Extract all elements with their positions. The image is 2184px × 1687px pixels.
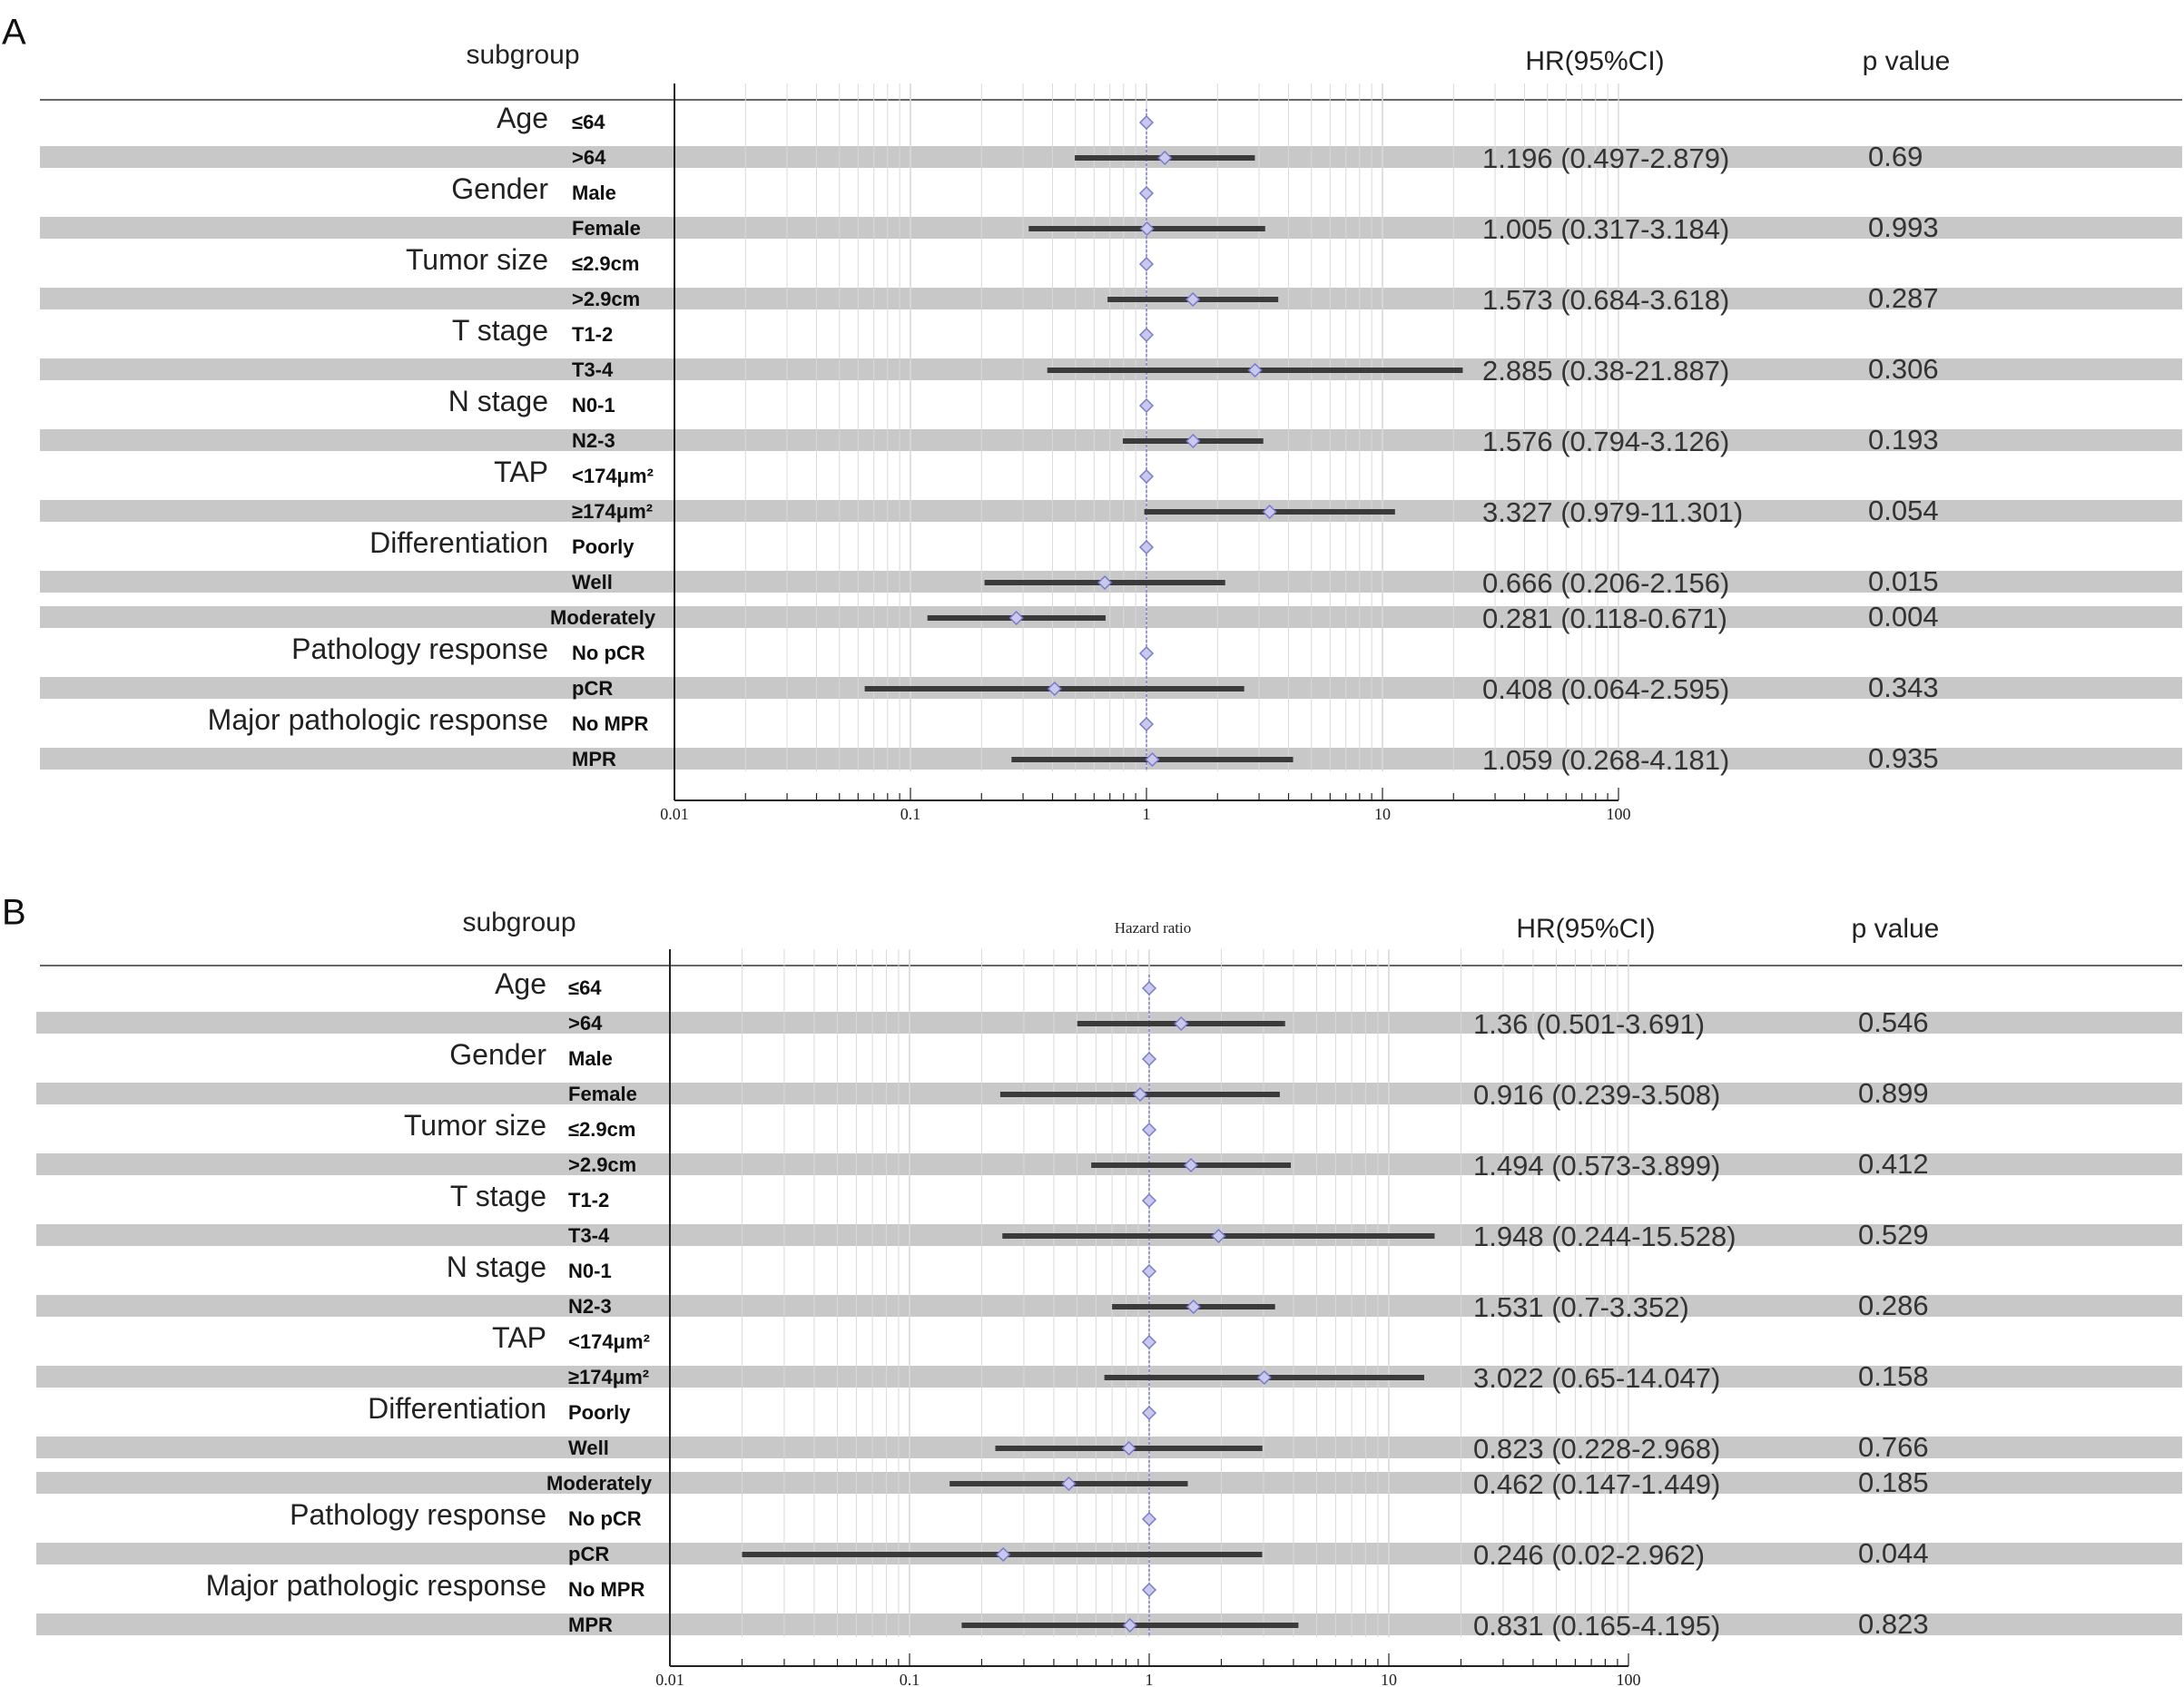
level-label: ≤2.9cm [572, 252, 640, 275]
category-label: TAP [494, 456, 548, 488]
x-tick-label: 0.01 [655, 1671, 684, 1687]
p-value-text: 0.993 [1868, 211, 1939, 243]
hr-marker [1140, 718, 1153, 731]
p-value-text: 0.306 [1868, 353, 1939, 385]
hr-marker [1140, 258, 1153, 270]
category-label: T stage [451, 314, 548, 347]
category-label: Tumor size [405, 243, 548, 276]
level-label: <174μm² [572, 465, 654, 487]
row [448, 385, 1153, 417]
p-value-text: 0.529 [1858, 1219, 1929, 1251]
p-value-text: 0.935 [1868, 742, 1939, 774]
p-value-text: 0.69 [1868, 141, 1923, 172]
hr-marker [1140, 541, 1153, 554]
level-label: >64 [568, 1012, 603, 1035]
x-tick-label: 100 [1606, 805, 1631, 823]
x-tick-label: 0.1 [900, 805, 921, 823]
level-label: ≥174μm² [568, 1366, 650, 1388]
row [494, 456, 1153, 488]
p-value-text: 0.004 [1868, 601, 1939, 633]
level-label: No pCR [568, 1507, 642, 1530]
hr-ci-text: 0.823 (0.228-2.968) [1473, 1433, 1721, 1465]
level-label: T1-2 [568, 1189, 610, 1211]
category-label: Differentiation [369, 526, 548, 559]
level-label: Poorly [572, 535, 635, 558]
header-hr: HR(95%CI) [1525, 46, 1665, 76]
p-value-text: 0.054 [1868, 495, 1939, 526]
category-label: Major pathologic response [205, 1569, 546, 1602]
row [206, 1569, 1156, 1602]
row [495, 967, 1156, 1000]
panel-b [2, 893, 2182, 1687]
hr-ci-text: 1.573 (0.684-3.618) [1482, 284, 1730, 316]
hr-ci-text: 0.462 (0.147-1.449) [1473, 1468, 1721, 1500]
level-label: Female [568, 1083, 637, 1105]
level-label: T3-4 [568, 1224, 610, 1247]
level-label: ≤64 [568, 976, 602, 999]
category-label: Pathology response [290, 1498, 546, 1531]
row [404, 1109, 1156, 1142]
hr-ci-text: 2.885 (0.38-21.887) [1482, 355, 1730, 387]
category-label: Differentiation [368, 1392, 546, 1425]
p-value-text: 0.044 [1858, 1537, 1929, 1569]
level-label: ≤64 [572, 111, 605, 133]
hr-marker [1143, 1336, 1156, 1349]
header-subgroup: subgroup [466, 40, 580, 70]
level-label: pCR [568, 1543, 610, 1565]
hr-ci-text: 1.005 (0.317-3.184) [1482, 213, 1730, 245]
panel-letter: A [2, 12, 26, 53]
level-label: No pCR [572, 642, 645, 664]
hr-ci-text: 1.494 (0.573-3.899) [1473, 1150, 1721, 1182]
level-label: Male [572, 181, 616, 204]
x-tick-label: 10 [1381, 1671, 1397, 1687]
hr-marker [1140, 116, 1153, 129]
level-label: MPR [572, 748, 616, 770]
level-label: Well [568, 1437, 609, 1459]
category-label: Age [497, 102, 548, 134]
p-value-text: 0.823 [1858, 1608, 1929, 1640]
x-tick-label: 100 [1616, 1671, 1641, 1687]
hr-ci-text: 3.327 (0.979-11.301) [1482, 496, 1744, 528]
hr-ci-text: 0.831 (0.165-4.195) [1473, 1610, 1721, 1642]
category-label: Gender [451, 172, 548, 205]
level-label: N0-1 [568, 1260, 612, 1282]
p-value-text: 0.412 [1858, 1148, 1929, 1180]
p-value-text: 0.193 [1868, 424, 1939, 456]
x-tick-label: 1 [1145, 1671, 1154, 1687]
p-value-text: 0.343 [1868, 672, 1939, 703]
hr-ci-text: 1.948 (0.244-15.528) [1473, 1221, 1736, 1252]
header-subgroup: subgroup [462, 907, 576, 937]
category-label: Major pathologic response [207, 703, 548, 736]
axis-title: Hazard ratio [1114, 919, 1192, 937]
hr-marker [1143, 1513, 1156, 1525]
row-stripe [40, 606, 2182, 628]
row-stripe [40, 500, 2182, 522]
level-label: T3-4 [572, 358, 614, 381]
category-label: Tumor size [403, 1109, 546, 1142]
row [406, 243, 1153, 276]
level-label: N2-3 [568, 1295, 612, 1318]
hr-ci-text: 0.916 (0.239-3.508) [1473, 1079, 1721, 1111]
level-label: T1-2 [572, 323, 614, 346]
category-label: Gender [449, 1038, 546, 1071]
hr-marker [1143, 1194, 1156, 1207]
level-label: Male [568, 1047, 613, 1070]
p-value-text: 0.766 [1858, 1431, 1929, 1463]
hr-ci-text: 1.36 (0.501-3.691) [1473, 1008, 1706, 1040]
header-hr: HR(95%CI) [1516, 914, 1656, 944]
row [447, 1251, 1156, 1283]
level-label: ≥174μm² [572, 500, 654, 523]
category-label: T stage [449, 1180, 546, 1212]
p-value-text: 0.287 [1868, 282, 1939, 314]
level-label: Well [572, 571, 613, 593]
hr-ci-text: 0.408 (0.064-2.595) [1482, 673, 1730, 705]
level-label: N0-1 [572, 394, 615, 417]
level-label: pCR [572, 677, 614, 700]
level-label: No MPR [568, 1578, 645, 1601]
category-label: N stage [448, 385, 548, 417]
level-label: Moderately [546, 1472, 653, 1495]
hr-ci-text: 1.531 (0.7-3.352) [1473, 1291, 1689, 1323]
level-label: ≤2.9cm [568, 1118, 636, 1141]
x-tick-label: 10 [1374, 805, 1391, 823]
level-label: <174μm² [568, 1330, 650, 1353]
p-value-text: 0.546 [1858, 1006, 1929, 1038]
hr-ci-text: 1.576 (0.794-3.126) [1482, 426, 1730, 457]
level-label: >64 [572, 146, 606, 169]
hr-ci-text: 1.059 (0.268-4.181) [1482, 744, 1730, 776]
panel-letter: B [2, 892, 26, 933]
row [368, 1392, 1156, 1425]
p-value-text: 0.158 [1858, 1360, 1929, 1392]
level-label: >2.9cm [568, 1153, 637, 1176]
p-value-text: 0.899 [1858, 1077, 1929, 1109]
header-p-value: p value [1862, 46, 1951, 76]
hr-marker [1143, 1584, 1156, 1596]
category-label: Pathology response [291, 633, 548, 665]
p-value-text: 0.015 [1868, 565, 1939, 597]
hr-marker [1140, 647, 1153, 660]
row [492, 1321, 1156, 1354]
hr-marker [1143, 1053, 1156, 1065]
hr-marker [1143, 1123, 1156, 1136]
row [450, 1180, 1156, 1212]
hr-marker [1140, 329, 1153, 341]
row [497, 102, 1153, 134]
hr-marker [1140, 470, 1153, 483]
hr-ci-text: 0.246 (0.02-2.962) [1473, 1539, 1706, 1571]
hr-ci-text: 1.196 (0.497-2.879) [1482, 142, 1730, 174]
level-label: N2-3 [572, 429, 615, 452]
row [449, 1038, 1156, 1071]
hr-marker [1140, 187, 1153, 200]
hr-marker [1143, 1265, 1156, 1278]
row-stripe [40, 429, 2182, 451]
row [208, 703, 1153, 736]
hr-marker [1140, 399, 1153, 412]
hr-ci-text: 0.666 (0.206-2.156) [1482, 567, 1730, 599]
p-value-text: 0.286 [1858, 1290, 1929, 1321]
x-tick-label: 1 [1142, 805, 1151, 823]
level-label: MPR [568, 1613, 613, 1636]
level-label: Moderately [550, 606, 656, 629]
level-label: >2.9cm [572, 288, 641, 310]
hr-ci-text: 0.281 (0.118-0.671) [1482, 603, 1728, 634]
row [452, 314, 1153, 347]
x-tick-label: 0.01 [660, 805, 689, 823]
hr-ci-text: 3.022 (0.65-14.047) [1473, 1362, 1721, 1394]
p-value-text: 0.185 [1858, 1466, 1929, 1498]
level-label: No MPR [572, 712, 649, 735]
panel-a [2, 13, 2182, 823]
category-label: N stage [446, 1251, 546, 1283]
row [291, 633, 1153, 665]
hr-marker [1143, 1407, 1156, 1419]
level-label: Female [572, 217, 641, 240]
hr-marker [1143, 982, 1156, 995]
category-label: Age [495, 967, 546, 1000]
row [451, 172, 1153, 205]
category-label: TAP [492, 1321, 546, 1354]
level-label: Poorly [568, 1401, 631, 1424]
header-p-value: p value [1851, 914, 1940, 944]
row [290, 1498, 1156, 1531]
x-tick-label: 0.1 [899, 1671, 920, 1687]
row [369, 526, 1153, 559]
